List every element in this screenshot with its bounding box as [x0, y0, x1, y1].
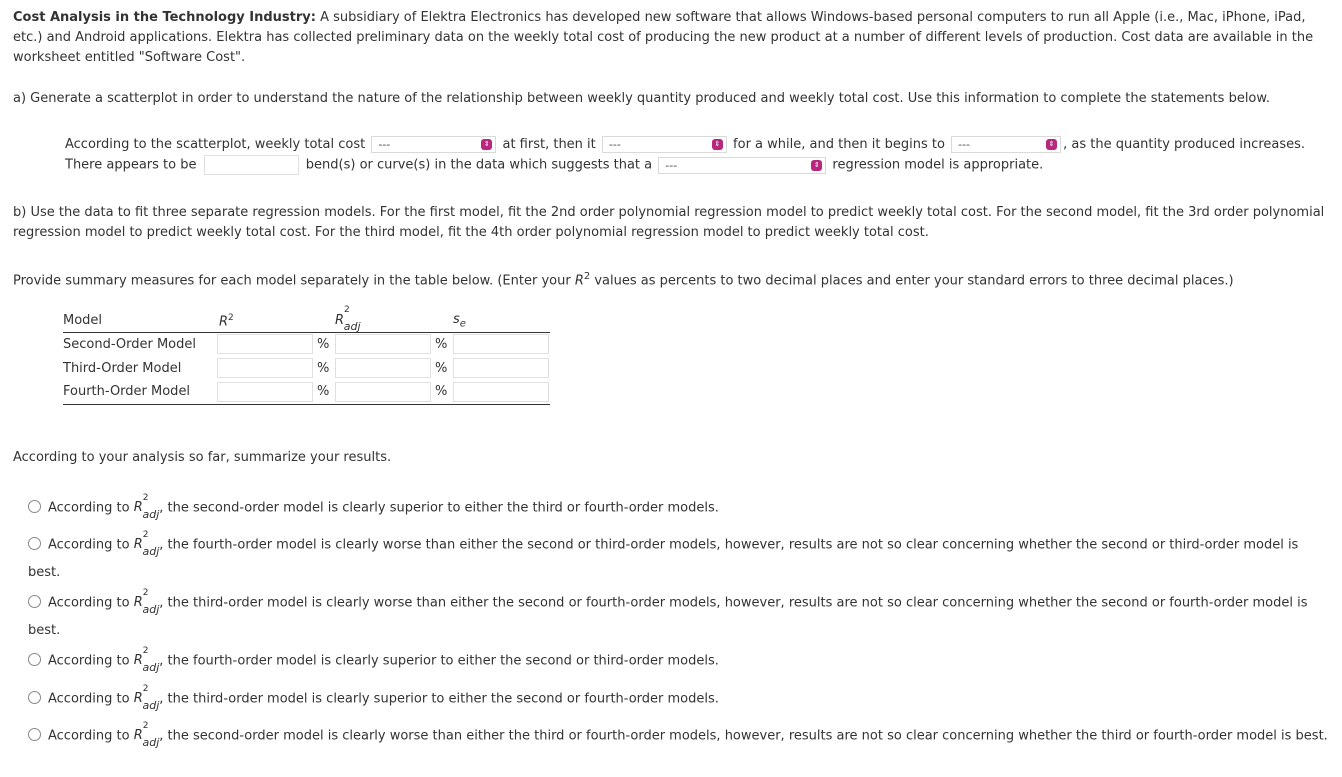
cost-trend-1-select[interactable]: [371, 136, 496, 153]
table-instruction: [13, 267, 1329, 291]
radj-input[interactable]: [335, 334, 431, 354]
radj-sup: 2: [142, 646, 149, 656]
part-b-prompt: b) Use the data to fit three separate regression models. For the first model, fit the 2nd order polynomial regression model to predict weekly total cost. For the second model, fit the 3rd order polynomial regression model to predict weekly total cost. For the third model, fit the 4th order polynomial regression model to predict weekly total cost.: [13, 205, 1325, 240]
radj-base: R: [133, 728, 143, 744]
answer-option-5[interactable]: [28, 683, 1328, 715]
radj-sub: adj: [343, 320, 361, 334]
radj-sub: adj: [142, 507, 160, 521]
statement-1-text-1: According to the scatterplot, weekly total cost: [65, 137, 366, 152]
radj-sub: adj: [142, 660, 160, 674]
radj-sub: adj: [142, 602, 160, 616]
r2-input[interactable]: [217, 358, 313, 378]
statement-2-text-1: There appears to be: [65, 157, 197, 173]
radj-sub: adj: [142, 698, 160, 712]
table-row: [63, 332, 550, 356]
se-base: s: [453, 311, 460, 327]
answer-option-3[interactable]: [28, 587, 1328, 643]
statement-1-text-2: at first, then it: [502, 137, 596, 152]
instruction-text: Provide summary measures for each model separately in the table below. (Enter your: [13, 273, 575, 289]
radj-input[interactable]: [335, 382, 431, 402]
updown-arrow-icon: ⇕: [1046, 139, 1057, 150]
percent-label: %: [435, 360, 448, 376]
radj-base: R: [133, 595, 143, 611]
percent-label: %: [435, 384, 448, 400]
col-se-header: [453, 310, 550, 332]
radj-sup: 2: [344, 305, 350, 316]
radj-input[interactable]: [335, 358, 431, 378]
col-model-label: Model: [63, 313, 103, 329]
answer-option-6[interactable]: [28, 720, 1328, 752]
row-label: Fourth-Order Model: [63, 380, 217, 404]
instruction-r-sup: 2: [583, 271, 591, 282]
cost-trend-3-select[interactable]: [951, 136, 1061, 153]
instruction-text-2: values as percents to two decimal places and enter your standard errors to three decimal places.): [590, 273, 1234, 289]
select-value: ---: [958, 138, 971, 151]
statement-1-text-4: , as the quantity produced increases.: [1063, 137, 1306, 152]
answer-option-4[interactable]: [28, 645, 1328, 677]
cost-trend-2-select[interactable]: [602, 136, 727, 153]
option-text: , the second-order model is clearly worse than either the third or fourth-order models, however, results are not so clear concerning whether the third or fourth-order model is best.: [159, 728, 1328, 744]
updown-arrow-icon: ⇕: [481, 139, 492, 150]
radj-sup: 2: [142, 684, 149, 694]
answer-option-2[interactable]: [28, 529, 1328, 585]
option-prefix: According to: [48, 728, 134, 744]
bend-count-input[interactable]: [204, 155, 299, 175]
r2-input[interactable]: [217, 382, 313, 402]
radio-circle-icon[interactable]: [28, 691, 41, 704]
table-row: [63, 356, 550, 380]
problem-title: Cost Analysis in the Technology Industry:: [13, 10, 316, 25]
radj-label: [133, 646, 160, 674]
radj-label: [133, 530, 160, 558]
se-input[interactable]: [453, 358, 549, 378]
radio-circle-icon[interactable]: [28, 728, 41, 741]
option-text: , the fourth-order model is clearly superior to either the second or third-order models.: [159, 653, 719, 669]
radj-label: [133, 684, 160, 712]
summary-measures-table: [63, 305, 550, 405]
radj-label: [133, 588, 160, 616]
statement-2-text-2: bend(s) or curve(s) in the data which suggests that a: [305, 157, 653, 173]
radj-base: R: [133, 500, 143, 516]
radj-base: R: [133, 691, 143, 707]
radj-sup: 2: [142, 530, 149, 540]
percent-label: %: [317, 336, 330, 352]
table-row: [63, 380, 550, 404]
radj-sup: 2: [142, 721, 149, 731]
statement-line-2: [65, 155, 1043, 176]
percent-label: %: [435, 336, 448, 352]
intro-paragraph: [13, 8, 1329, 68]
statement-line-1: [65, 135, 1305, 155]
option-prefix: According to: [48, 691, 134, 707]
se-input[interactable]: [453, 334, 549, 354]
radj-label: [133, 721, 160, 749]
radj-label: [335, 305, 361, 334]
row-label: Third-Order Model: [63, 360, 182, 376]
select-value: ---: [608, 138, 621, 151]
radio-circle-icon[interactable]: [28, 595, 41, 608]
se-input[interactable]: [453, 382, 549, 402]
option-text: , the fourth-order model is clearly worse than either the second or third-order models, however, results are not so clear concerning whether the second or third-order model is best.: [28, 537, 1299, 580]
problem-description: A subsidiary of Elektra Electronics has developed new software that allows Windows-based personal computers to run all Apple (i.e., Mac, iPhone, iPad, etc.) and Android applications. Elektra has collected preliminary data on the weekly total cost of producing the new product at a number of different levels of production. Cost data are available in the worksheet entitled "Software Cost".: [13, 10, 1314, 65]
option-text: , the third-order model is clearly worse than either the second or fourth-order models, however, results are not so clear concerning whether the second or fourth-order model is best.: [28, 595, 1308, 638]
option-text: , the second-order model is clearly superior to either the third or fourth-order models.: [159, 500, 719, 516]
radio-circle-icon[interactable]: [28, 537, 41, 550]
option-prefix: According to: [48, 500, 134, 516]
updown-arrow-icon: ⇕: [712, 139, 723, 150]
r2-sup: 2: [228, 312, 234, 323]
radj-label: [133, 493, 160, 521]
radj-base: R: [335, 312, 345, 328]
radj-base: R: [133, 537, 143, 553]
updown-arrow-icon: ⇕: [811, 160, 822, 171]
percent-label: %: [317, 360, 330, 376]
option-text: , the third-order model is clearly superior to either the second or fourth-order models.: [159, 691, 719, 707]
answer-option-1[interactable]: [28, 492, 1328, 524]
row-label: Second-Order Model: [63, 336, 197, 352]
percent-label: %: [317, 384, 330, 400]
statement-1-text-3: for a while, and then it begins to: [733, 137, 945, 152]
select-value: ---: [378, 138, 391, 151]
option-prefix: According to: [48, 595, 134, 611]
radj-sub: adj: [142, 735, 160, 749]
radj-sup: 2: [142, 588, 149, 598]
select-value: ---: [665, 158, 678, 172]
radj-base: R: [133, 653, 143, 669]
r2-input[interactable]: [217, 334, 313, 354]
col-model-header: [63, 310, 217, 332]
radio-circle-icon[interactable]: [28, 653, 41, 666]
radj-sup: 2: [142, 493, 149, 503]
col-r2-header: [217, 310, 335, 332]
se-sub: e: [459, 318, 466, 330]
regression-model-select[interactable]: [658, 157, 826, 174]
option-prefix: According to: [48, 653, 134, 669]
r2-base: R: [219, 313, 229, 329]
summary-prompt: According to your analysis so far, summarize your results.: [13, 450, 392, 465]
statement-2-text-3: regression model is appropriate.: [832, 157, 1044, 173]
option-prefix: According to: [48, 537, 134, 553]
radio-circle-icon[interactable]: [28, 500, 41, 513]
part-a-prompt: a) Generate a scatterplot in order to understand the nature of the relationship between weekly quantity produced and weekly total cost. Use this information to complete the statements below.: [13, 91, 1270, 106]
radj-sub: adj: [142, 544, 160, 558]
instruction-r: R: [574, 273, 584, 289]
col-radj-header: [335, 305, 453, 334]
